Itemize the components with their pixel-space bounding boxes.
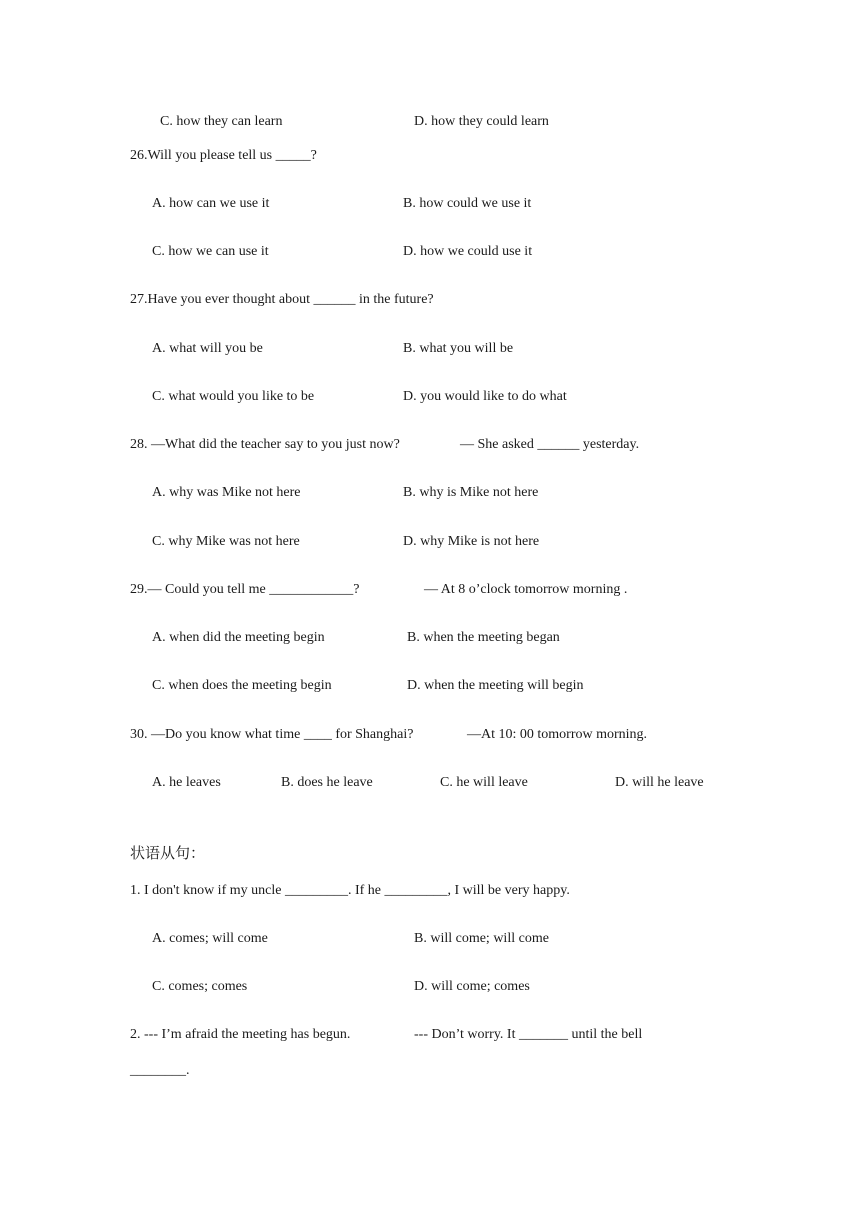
question-27-option-d: D. you would like to do what — [403, 389, 567, 404]
question-29-option-a: A. when did the meeting begin — [152, 630, 325, 645]
question-30-stem: 30. —Do you know what time ____ for Shanghai? — [130, 727, 414, 742]
question-28-option-a: A. why was Mike not here — [152, 485, 301, 500]
question-26-option-b: B. how could we use it — [403, 196, 532, 211]
section-question-2-continuation: ________. — [130, 1063, 190, 1078]
question-30-option-c: C. he will leave — [440, 775, 528, 790]
question-28-reply: — She asked ______ yesterday. — [460, 437, 640, 452]
section-question-1-option-c: C. comes; comes — [152, 979, 248, 994]
question-28-option-d: D. why Mike is not here — [403, 534, 540, 549]
option-c: C. how they can learn — [160, 114, 283, 129]
question-29-option-b: B. when the meeting began — [407, 630, 560, 645]
question-27-option-b: B. what you will be — [403, 341, 514, 356]
question-29-stem: 29.— Could you tell me ____________? — [130, 582, 360, 597]
section-question-1-option-b: B. will come; will come — [414, 931, 549, 946]
question-27-stem: 27.Have you ever thought about ______ in the future? — [130, 292, 434, 307]
question-29-reply: — At 8 o’clock tomorrow morning . — [424, 582, 628, 597]
section-question-2-reply: --- Don’t worry. It _______ until the bell — [414, 1027, 643, 1042]
question-26-stem: 26.Will you please tell us _____? — [130, 148, 317, 163]
question-30-option-b: B. does he leave — [281, 775, 373, 790]
question-26-option-c: C. how we can use it — [152, 244, 269, 259]
section-question-1-option-d: D. will come; comes — [414, 979, 530, 994]
question-30-option-a: A. he leaves — [152, 775, 221, 790]
question-26-option-d: D. how we could use it — [403, 244, 533, 259]
question-28-option-c: C. why Mike was not here — [152, 534, 300, 549]
section-question-2-stem: 2. --- I’m afraid the meeting has begun. — [130, 1027, 351, 1042]
question-30-reply: —At 10: 00 tomorrow morning. — [467, 727, 648, 742]
question-29-option-c: C. when does the meeting begin — [152, 678, 332, 693]
question-28-stem: 28. —What did the teacher say to you just now? — [130, 437, 400, 452]
question-26-option-a: A. how can we use it — [152, 196, 270, 211]
option-d: D. how they could learn — [414, 114, 549, 129]
section-question-1-option-a: A. comes; will come — [152, 931, 268, 946]
question-27-option-a: A. what will you be — [152, 341, 263, 356]
question-27-option-c: C. what would you like to be — [152, 389, 315, 404]
question-28-option-b: B. why is Mike not here — [403, 485, 539, 500]
question-29-option-d: D. when the meeting will begin — [407, 678, 584, 693]
section-heading: 状语从句： — [130, 844, 206, 862]
question-30-option-d: D. will he leave — [615, 775, 704, 790]
section-question-1-stem: 1. I don't know if my uncle _________. If he _________, I will be very happy. — [130, 883, 570, 898]
